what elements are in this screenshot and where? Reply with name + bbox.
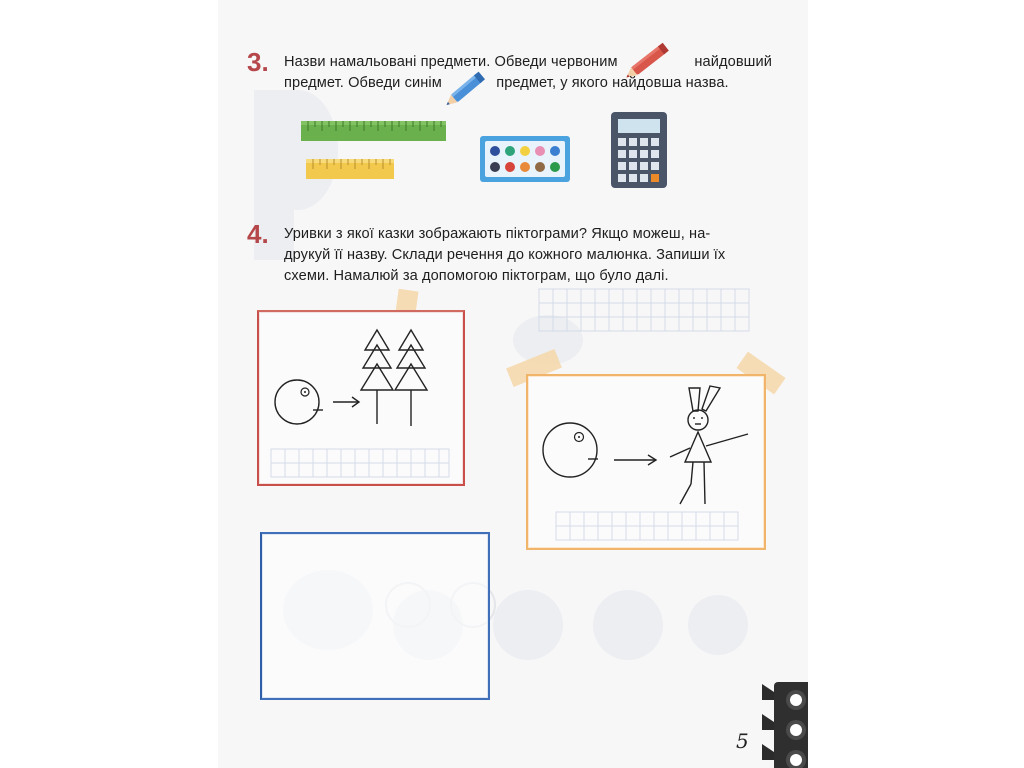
picture-1-pictogram <box>259 312 463 484</box>
writing-grid-top[interactable] <box>538 288 754 334</box>
traffic-light-icon <box>762 678 808 768</box>
task-4-number: 4. <box>247 219 269 249</box>
task-4-text-line-3: схеми. Намалюй за допомогою піктограм, що було далі. <box>284 268 669 284</box>
task-3-text-line-1b: найдовший <box>694 54 772 70</box>
picture-2-pictogram <box>528 376 764 548</box>
task-4-text-line-2: друкуй її назву. Склади речення до кожного малюнка. Запиши їх <box>284 247 726 263</box>
task-4-text-line-1: Уривки з якої казки зображають піктограми? Якщо можеш, на- <box>284 226 711 242</box>
task-3-text-line-1a: Назви намальовані предмети. Обведи червоним <box>284 54 618 70</box>
blue-pencil-icon <box>446 75 492 91</box>
task-3-text-line-2 <box>284 75 729 91</box>
calculator-icon <box>611 112 667 188</box>
picture-1-writing-grid <box>271 449 449 477</box>
page-number: 5 <box>736 729 749 753</box>
task-3-text-line-2a: предмет. Обведи синім <box>284 75 442 91</box>
picture-2-writing-grid <box>556 512 738 540</box>
picture-2-frame <box>526 374 766 550</box>
yellow-ruler-icon <box>306 159 394 179</box>
workbook-page <box>218 0 808 768</box>
drawing-area-frame[interactable] <box>260 532 490 700</box>
task-3-number: 3. <box>247 47 269 77</box>
green-ruler-icon <box>301 121 446 141</box>
task-3-text-line-2b: предмет, у якого найдовша назва. <box>496 75 729 91</box>
picture-1-frame <box>257 310 465 486</box>
task-3-text-line-1 <box>284 54 772 70</box>
paint-palette-icon <box>480 136 570 182</box>
